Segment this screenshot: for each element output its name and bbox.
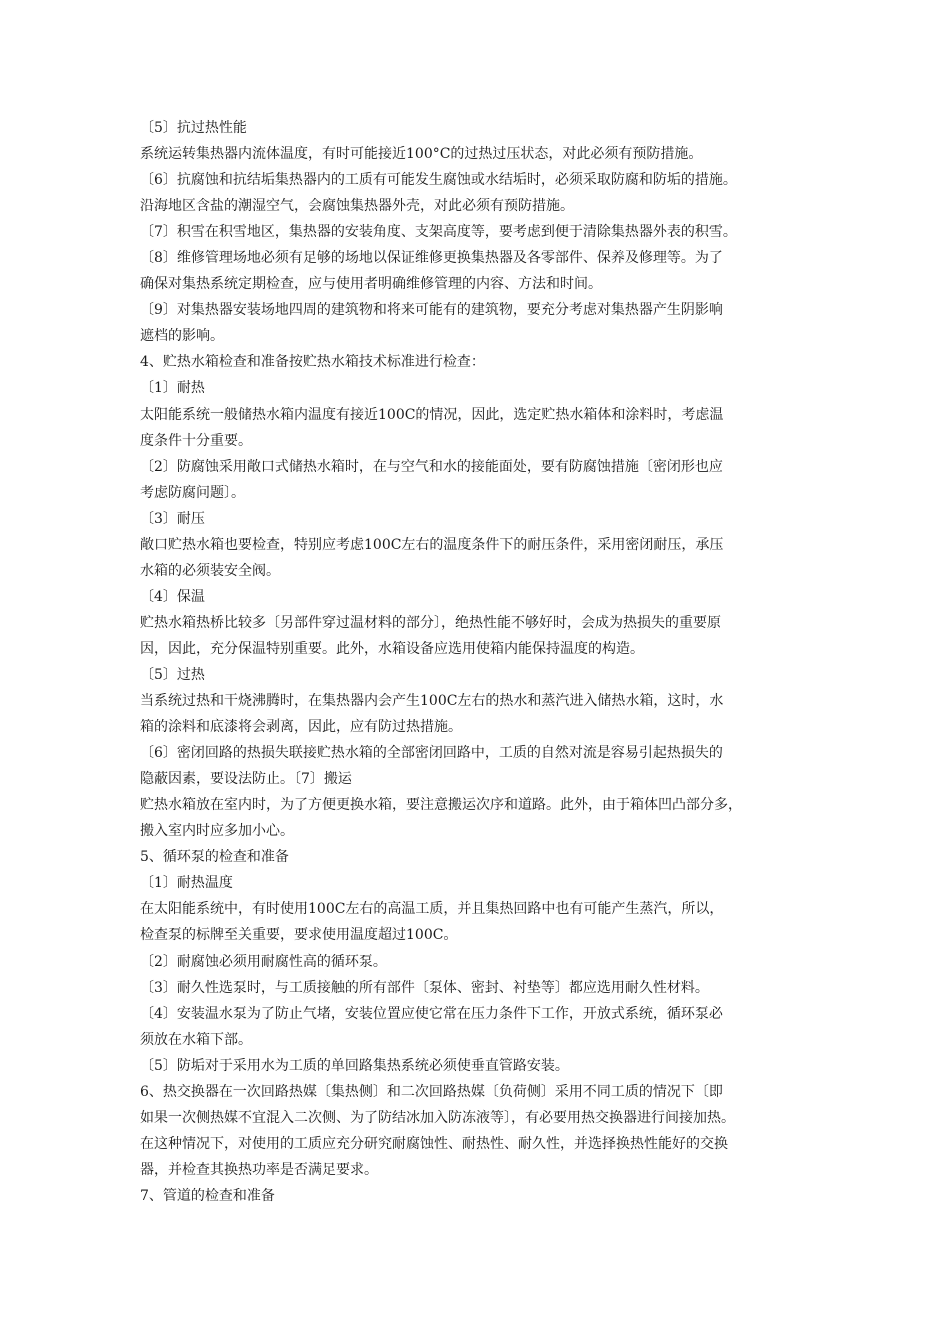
text-line: 搬入室内时应多加小心。: [140, 823, 294, 840]
text-line: 〔1〕耐热: [140, 380, 205, 397]
text-line: 〔6〕抗腐蚀和抗结垢集热器内的工质有可能发生腐蚀或水结垢时，必须采取防腐和防垢的措施。: [140, 172, 737, 189]
text-line: 贮热水箱热桥比较多〔另部件穿过温材料的部分〕，绝热性能不够好时，会成为热损失的重要原: [140, 614, 721, 631]
text-line: 系统运转集热器内流体温度，有时可能接近100°C的过热过压状态，对此必须有预防措施。: [140, 146, 703, 163]
text-line: 因，因此，充分保温特别重要。此外，水箱设备应选用使箱内能保持温度的构造。: [140, 640, 644, 657]
section-heading: 5、循环泵的检查和准备: [140, 849, 289, 866]
text-line: 〔2〕耐腐蚀必须用耐腐性高的循环泵。: [140, 953, 387, 970]
text-line: 〔8〕维修管理场地必须有足够的场地以保证维修更换集热器及各零部件、保养及修理等。为了: [140, 250, 723, 267]
text-line: 〔3〕耐久性选泵时，与工质接触的所有部件〔泵体、密封、衬垫等〕都应选用耐久性材料。: [140, 979, 709, 996]
text-line: 检查泵的标牌至关重要，要求使用温度超过100C。: [140, 927, 458, 944]
text-line: 太阳能系统一般储热水箱内温度有接近100C的情况，因此，选定贮热水箱体和涂料时，考虑温: [140, 406, 724, 423]
text-line: 考虑防腐问题〕。: [140, 484, 245, 501]
text-line: 在太阳能系统中，有时使用100C左右的高温工质，并且集热回路中也有可能产生蒸汽，所以，: [140, 901, 724, 918]
text-line: 〔5〕防垢对于采用水为工质的单回路集热系统必须使垂直管路安装。: [140, 1057, 569, 1074]
text-line: 〔3〕耐压: [140, 510, 205, 527]
text-line: 〔1〕耐热温度: [140, 875, 233, 892]
text-line: 遮档的影响。: [140, 328, 224, 345]
text-line: 在这种情况下，对使用的工质应充分研究耐腐蚀性、耐热性、耐久性，并选择换热性能好的交换: [140, 1135, 728, 1152]
text-line: 〔9〕对集热器安装场地四周的建筑物和将来可能有的建筑物，要充分考虑对集热器产生阴影响: [140, 302, 723, 319]
text-line: 水箱的必须装安全阀。: [140, 562, 280, 579]
text-line: 隐蔽因素，要设法防止。〔7〕搬运: [140, 771, 352, 788]
text-line: 箱的涂料和底漆将会剥离，因此，应有防过热措施。: [140, 719, 462, 736]
text-line: 沿海地区含盐的潮湿空气，会腐蚀集热器外壳，对此必须有预防措施。: [140, 198, 574, 215]
section-heading: 4、贮热水箱检查和准备按贮热水箱技术标准进行检查：: [140, 354, 485, 371]
text-line: 敞口贮热水箱也要检查，特别应考虑100C左右的温度条件下的耐压条件，采用密闭耐压，承压: [140, 536, 724, 553]
text-line: 须放在水箱下部。: [140, 1031, 252, 1048]
text-line: 〔4〕安装温水泵为了防止气堵，安装位置应使它常在压力条件下工作，开放式系统，循环泵必: [140, 1005, 723, 1022]
text-line: 确保对集热系统定期检查，应与使用者明确维修管理的内容、方法和时间。: [140, 276, 602, 293]
text-line: 〔4〕保温: [140, 588, 205, 605]
text-line: 器，并检查其换热功率是否满足要求。: [140, 1161, 378, 1178]
document-body: [140, 115, 830, 1209]
text-line: 〔6〕密闭回路的热损失联接贮热水箱的全部密闭回路中，工质的自然对流是容易引起热损失的: [140, 745, 723, 762]
section-heading: 6、热交换器在一次回路热媒〔集热侧〕和二次回路热媒〔负荷侧〕采用不同工质的情况下〔即: [140, 1083, 723, 1100]
text-line: 当系统过热和干烧沸腾时，在集热器内会产生100C左右的热水和蒸汽进入储热水箱，这时，水: [140, 693, 724, 710]
text-line: 〔2〕防腐蚀采用敞口式储热水箱时，在与空气和水的接能面处，要有防腐蚀措施〔密闭形也应: [140, 458, 723, 475]
text-line: 贮热水箱放在室内时，为了方便更换水箱，要注意搬运次序和道路。此外，由于箱体凹凸部分多，: [140, 797, 742, 814]
text-line: 〔7〕积雪在积雪地区，集热器的安装角度、支架高度等，要考虑到便于清除集热器外表的积雪。: [140, 224, 737, 241]
section-heading: 7、管道的检查和准备: [140, 1187, 275, 1204]
text-line: 〔5〕抗过热性能: [140, 120, 247, 136]
text-line: 〔5〕过热: [140, 666, 205, 683]
text-line: 如果一次侧热媒不宜混入二次侧、为了防结冰加入防冻液等〕，有必要用热交换器进行间接加热。: [140, 1109, 735, 1126]
text-line: 度条件十分重要。: [140, 432, 252, 449]
